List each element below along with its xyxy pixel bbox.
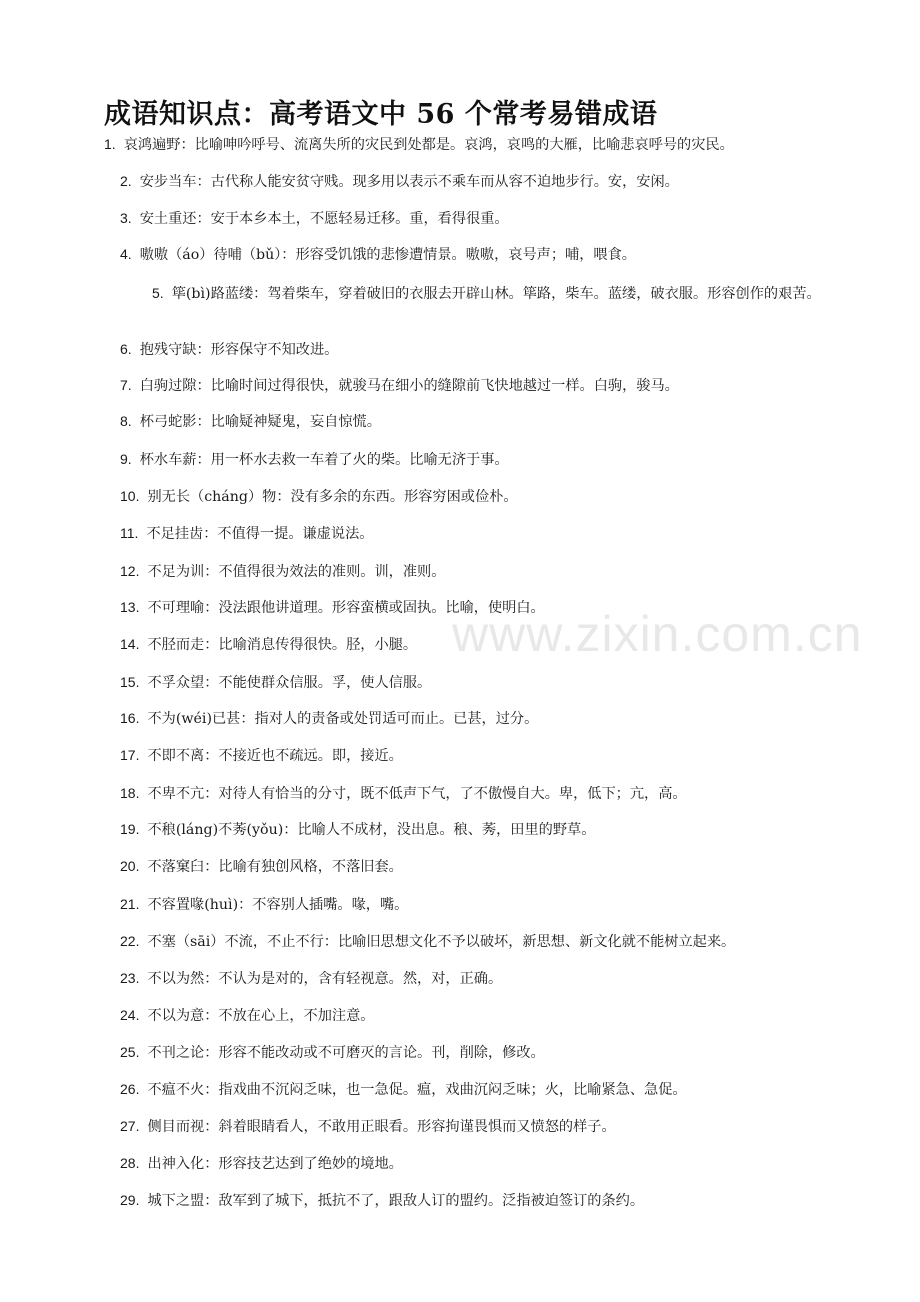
- list-item: [120, 525, 920, 543]
- item-text: 不以为意：不放在心上，不加注意。: [147, 1008, 375, 1024]
- item-number: 16.: [120, 710, 140, 726]
- item-text: 安步当车：古代称人能安贫守贱。现多用以表示不乘车而从容不迫地步行。安，安闲。: [139, 174, 679, 190]
- item-number: 1.: [104, 136, 116, 152]
- list-item: [120, 896, 920, 914]
- page-title: 成语知识点：高考语文中 56 个常考易错成语: [104, 99, 658, 130]
- item-text: 不落窠臼：比喻有独创风格，不落旧套。: [147, 859, 403, 875]
- item-number: 22.: [120, 933, 140, 949]
- watermark: www.zixin.com.cn: [452, 606, 863, 662]
- item-text: 不可理喻：没法跟他讲道理。形容蛮横或固执。比喻，使明白。: [147, 600, 545, 616]
- item-text: 不塞（sāi）不流，不止不行：比喻旧思想文化不予以破坏，新思想、新文化就不能树立起来。: [147, 934, 736, 950]
- item-text: 安土重还：安于本乡本土，不愿轻易迁移。重，看得很重。: [139, 211, 509, 227]
- item-text: 城下之盟：敌军到了城下，抵抗不了，跟敌人订的盟约。泛指被迫签订的条约。: [147, 1193, 645, 1209]
- item-number: 14.: [120, 636, 140, 652]
- item-number: 20.: [120, 858, 140, 874]
- item-number: 25.: [120, 1044, 140, 1060]
- item-text: 出神入化：形容技艺达到了绝妙的境地。: [147, 1156, 403, 1172]
- list-item: [120, 1155, 920, 1173]
- item-text: 不为(wéi)已甚：指对人的责备或处罚适可而止。已甚，过分。: [147, 711, 539, 727]
- item-text: 不即不离：不接近也不疏远。即，接近。: [147, 748, 403, 764]
- item-number: 29.: [120, 1192, 140, 1208]
- item-text: 不胫而走：比喻消息传得很快。胫，小腿。: [147, 637, 418, 653]
- item-text: 白驹过隙：比喻时间过得很快，就骏马在细小的缝隙前飞快地越过一样。白驹，骏马。: [139, 378, 679, 394]
- list-item: [104, 136, 920, 154]
- list-item: [120, 1192, 920, 1210]
- item-text: 别无长（cháng）物：没有多余的东西。形容穷困或俭朴。: [147, 489, 518, 505]
- item-text: 杯水车薪：用一杯水去救一车着了火的柴。比喻无济于事。: [139, 452, 509, 468]
- item-text: 不以为然：不认为是对的，含有轻视意。然，对，正确。: [147, 971, 503, 987]
- list-item: [120, 599, 920, 617]
- item-text: 不稂(láng)不莠(yǒu)：比喻人不成材，没出息。稂、莠，田里的野草。: [147, 822, 596, 838]
- list-item: [120, 785, 920, 803]
- list-item: [120, 1007, 920, 1025]
- list-item: [120, 563, 920, 581]
- item-text: 嗷嗷（áo）待哺（bǔ）：形容受饥饿的悲惨遭情景。嗷嗷，哀号声；哺，喂食。: [139, 247, 636, 263]
- item-text: 不足为训：不值得很为效法的准则。训，准则。: [147, 564, 446, 580]
- item-number: 3.: [120, 210, 132, 226]
- item-number: 10.: [120, 488, 140, 504]
- item-text: 不卑不亢：对待人有恰当的分寸，既不低声下气，了不傲慢自大。卑，低下；亢，高。: [147, 786, 687, 802]
- list-item: [120, 377, 920, 395]
- item-text: 侧目而视：斜着眼睛看人，不敢用正眼看。形容拘谨畏惧而又愤怒的样子。: [147, 1119, 616, 1135]
- item-number: 17.: [120, 747, 140, 763]
- item-number: 5.: [152, 285, 164, 301]
- item-number: 28.: [120, 1155, 140, 1171]
- item-number: 15.: [120, 674, 140, 690]
- list-item: [120, 341, 920, 359]
- item-number: 26.: [120, 1081, 140, 1097]
- list-item: [120, 246, 920, 264]
- list-item: [120, 1044, 920, 1062]
- item-text: 不孚众望：不能使群众信服。孚，使人信服。: [147, 675, 432, 691]
- item-number: 6.: [120, 341, 132, 357]
- list-item: [120, 970, 920, 988]
- list-item: [120, 636, 920, 654]
- list-item: [120, 710, 920, 728]
- item-number: 21.: [120, 896, 140, 912]
- item-number: 19.: [120, 821, 140, 837]
- list-item: [120, 488, 920, 506]
- item-text: 不刊之论：形容不能改动或不可磨灭的言论。刊，削除，修改。: [147, 1045, 545, 1061]
- item-number: 4.: [120, 246, 132, 262]
- item-number: 13.: [120, 599, 140, 615]
- list-item: [120, 674, 920, 692]
- list-item: [120, 413, 920, 431]
- list-item: [88, 285, 908, 303]
- item-number: 24.: [120, 1007, 140, 1023]
- item-number: 18.: [120, 785, 140, 801]
- item-text: 杯弓蛇影：比喻疑神疑鬼，妄自惊慌。: [139, 414, 381, 430]
- list-item: [120, 1081, 920, 1099]
- item-number: 8.: [120, 413, 132, 429]
- list-item: [120, 210, 920, 228]
- item-text: 不容置喙(huì)：不容别人插嘴。喙，嘴。: [147, 897, 409, 913]
- item-number: 2.: [120, 173, 132, 189]
- list-item: [120, 933, 920, 951]
- item-text: 筚(bì)路蓝缕：驾着柴车，穿着破旧的衣服去开辟山林。筚路，柴车。蓝缕，破衣服。形容创作的艰苦。: [171, 286, 821, 302]
- list-item: [120, 821, 920, 839]
- item-number: 23.: [120, 970, 140, 986]
- item-number: 9.: [120, 451, 132, 467]
- item-text: 哀鸿遍野：比喻呻吟呼号、流离失所的灾民到处都是。哀鸿，哀鸣的大雁，比喻悲哀呼号的灾民。: [123, 137, 734, 153]
- item-number: 11.: [120, 525, 139, 541]
- list-item: [120, 451, 920, 469]
- item-number: 12.: [120, 563, 140, 579]
- item-text: 不瘟不火：指戏曲不沉闷乏味，也一急促。瘟，戏曲沉闷乏味；火，比喻紧急、急促。: [147, 1082, 687, 1098]
- list-item: [120, 858, 920, 876]
- item-number: 27.: [120, 1118, 140, 1134]
- item-text: 不足挂齿：不值得一提。谦虚说法。: [146, 526, 374, 542]
- item-text: 抱残守缺：形容保守不知改进。: [139, 342, 339, 358]
- list-item: [120, 173, 920, 191]
- item-number: 7.: [120, 377, 132, 393]
- list-item: [120, 1118, 920, 1136]
- list-item: [120, 747, 920, 765]
